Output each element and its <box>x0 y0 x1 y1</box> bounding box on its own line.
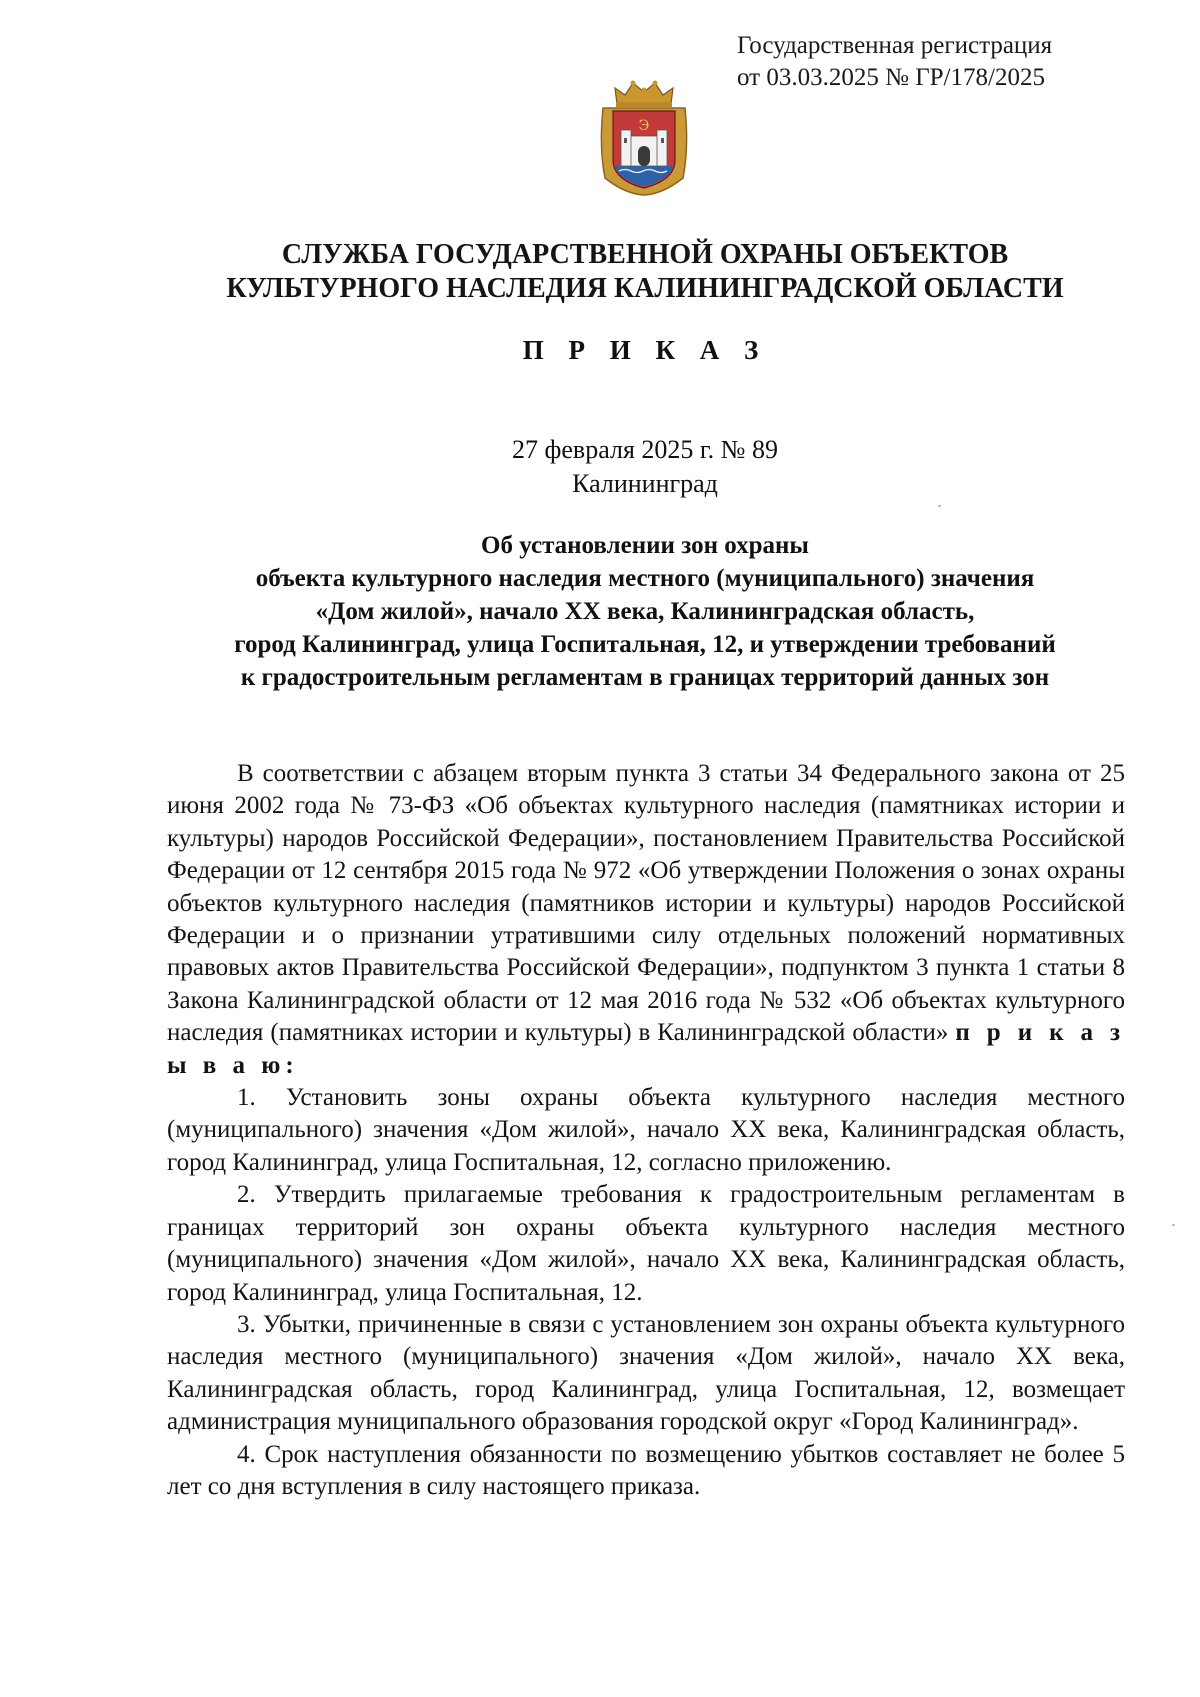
subject-line: объекта культурного наследия местного (муниципального) значения <box>255 565 1035 592</box>
svg-text:Э: Э <box>638 118 650 134</box>
order-subject <box>0 529 1200 694</box>
order-item-2: 2. Утвердить прилагаемые требования к градостроительным регламентам в границах территорий зон охраны объекта культурного наследия местного (муниципального) значения «Дом жилой», начало XX века, Калининградская область, город Калининград, улица Госпитальная, 12. <box>167 1181 1125 1306</box>
order-item-1: 1. Установить зоны охраны объекта культурного наследия местного (муниципального) значения «Дом жилой», начало XX века, Калининградская область, город Калининград, улица Госпитальная, 12, согласно приложению. <box>167 1084 1125 1176</box>
organization-name <box>0 238 1200 306</box>
scan-speck <box>938 505 941 507</box>
organization-name-line-2: КУЛЬТУРНОГО НАСЛЕДИЯ КАЛИНИНГРАДСКОЙ ОБЛАСТИ <box>226 273 1064 304</box>
preamble-paragraph <box>167 758 1125 1082</box>
preamble-text: В соответствии с абзацем вторым пункта 3 статьи 34 Федерального закона от 25 июня 2002 года № 73-ФЗ «Об объектах культурного наследия (памятниках истории и культуры) народов Российской Федерации», постановлением Правительства Российской Федерации от 12 сентября 2015 года № 972 «Об утверждении Положения о зонах охраны объектов культурного наследия (памятников истории и культуры) народов Российской Федерации и о признании утратившими силу отдельных положений нормативных правовых актов Правительства Российской Федерации», подпунктом 3 пункта 1 статьи 8 Закона Калининградской области от 12 мая 2016 года № 532 «Об объектах культурного наследия (памятниках истории и культуры) в Калининградской области» <box>167 760 1125 1047</box>
order-word: п р и к а з ы в а ю: <box>167 1019 1125 1079</box>
registration-line-2: от 03.03.2025 № ГР/178/2025 <box>737 64 1045 91</box>
scan-speck <box>1172 1224 1175 1226</box>
order-item-3: 3. Убытки, причиненные в связи с установлением зон охраны объекта культурного наследия местного (муниципального) значения «Дом жилой», начало XX века, Калининградская область, город Калининград, улица Госпитальная, 12, возмещает администрация муниципального образования городской округ «Город Калининград». <box>167 1310 1125 1436</box>
order-item-4: 4. Срок наступления обязанности по возмещению убытков составляет не более 5 лет со дня вступления в силу настоящего приказа. <box>167 1440 1125 1500</box>
subject-line: Об установлении зон охраны <box>481 532 809 559</box>
date-number: 27 февраля 2025 г. № 89 <box>512 435 778 464</box>
document-type-title: П Р И К А З <box>522 335 768 365</box>
registration-stamp <box>737 30 1052 94</box>
organization-name-line-1: СЛУЖБА ГОСУДАРСТВЕННОЙ ОХРАНЫ ОБЪЕКТОВ <box>281 239 1009 270</box>
subject-line: к градостроительным регламентам в границах территорий данных зон <box>240 664 1050 691</box>
date-and-place <box>0 433 1200 501</box>
registration-line-1: Государственная регистрация <box>737 32 1053 59</box>
subject-line: город Калининград, улица Госпитальная, 12, и утверждении требований <box>234 631 1056 658</box>
kaliningrad-coat-of-arms-icon <box>595 78 693 196</box>
order-body <box>167 758 1125 1503</box>
subject-line: «Дом жилой», начало XX века, Калининградская область, <box>315 598 975 625</box>
city: Калининград <box>572 469 718 498</box>
